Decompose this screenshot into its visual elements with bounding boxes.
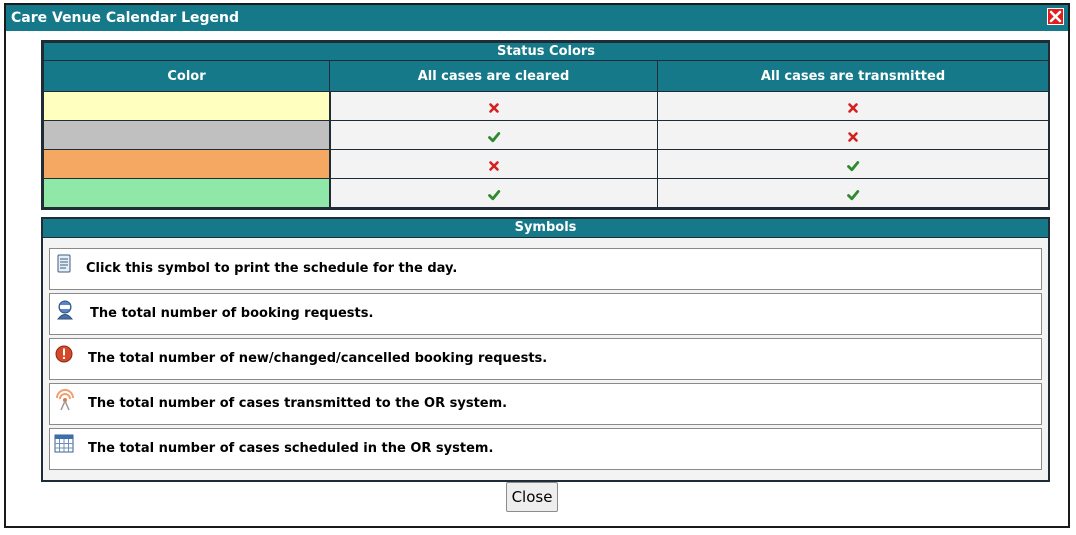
column-header-transmitted: All cases are transmitted: [658, 61, 1049, 92]
title-bar: [6, 5, 1068, 31]
status-row: [44, 179, 1049, 208]
symbol-row-scheduled: [49, 428, 1042, 470]
symbols-caption: Symbols: [43, 219, 1048, 238]
color-swatch: [44, 150, 330, 179]
column-header-cleared: All cases are cleared: [330, 61, 658, 92]
cross-icon: [846, 129, 860, 143]
transmitted-cell: [658, 179, 1049, 208]
alert-icon: [54, 344, 74, 364]
color-swatch: [44, 179, 330, 208]
cross-icon: [487, 100, 501, 114]
transmitted-cell: [658, 92, 1049, 121]
transmitted-cell: [658, 150, 1049, 179]
color-swatch: [44, 92, 330, 121]
cleared-cell: [330, 121, 658, 150]
close-icon[interactable]: [1047, 8, 1064, 25]
status-colors-table: [43, 42, 1049, 208]
symbol-row-alert: [49, 338, 1042, 380]
status-row: [44, 92, 1049, 121]
legend-dialog: [4, 3, 1070, 528]
symbol-description: The total number of cases transmitted to the OR system.: [88, 396, 508, 411]
symbols-panel: [41, 217, 1050, 482]
print-schedule-icon[interactable]: [54, 254, 74, 274]
cleared-cell: [330, 92, 658, 121]
symbol-row-booking: [49, 293, 1042, 335]
symbol-description: Click this symbol to print the schedule for the day.: [86, 261, 458, 276]
status-colors-caption: Status Colors: [44, 43, 1049, 61]
color-swatch: [44, 121, 330, 150]
status-row: [44, 121, 1049, 150]
symbol-row-transmitted: [49, 383, 1042, 425]
cleared-cell: [330, 150, 658, 179]
cross-icon: [487, 158, 501, 172]
column-header-color: Color: [44, 61, 330, 92]
cross-icon: [846, 100, 860, 114]
symbol-description: The total number of cases scheduled in the OR system.: [88, 441, 494, 456]
symbol-row-print: [49, 248, 1042, 290]
close-button[interactable]: Close: [506, 482, 558, 512]
symbol-description: The total number of booking requests.: [90, 306, 374, 321]
transmitted-cell: [658, 121, 1049, 150]
booking-requests-icon: [54, 299, 74, 319]
dialog-title: Care Venue Calendar Legend: [11, 10, 240, 26]
status-colors-panel: [41, 40, 1050, 210]
status-row: [44, 150, 1049, 179]
check-icon: [487, 129, 501, 143]
scheduled-grid-icon: [54, 434, 74, 454]
check-icon: [846, 187, 860, 201]
check-icon: [487, 187, 501, 201]
cleared-cell: [330, 179, 658, 208]
symbol-description: The total number of new/changed/cancelled booking requests.: [88, 351, 548, 366]
check-icon: [846, 158, 860, 172]
transmitted-icon: [54, 389, 74, 409]
